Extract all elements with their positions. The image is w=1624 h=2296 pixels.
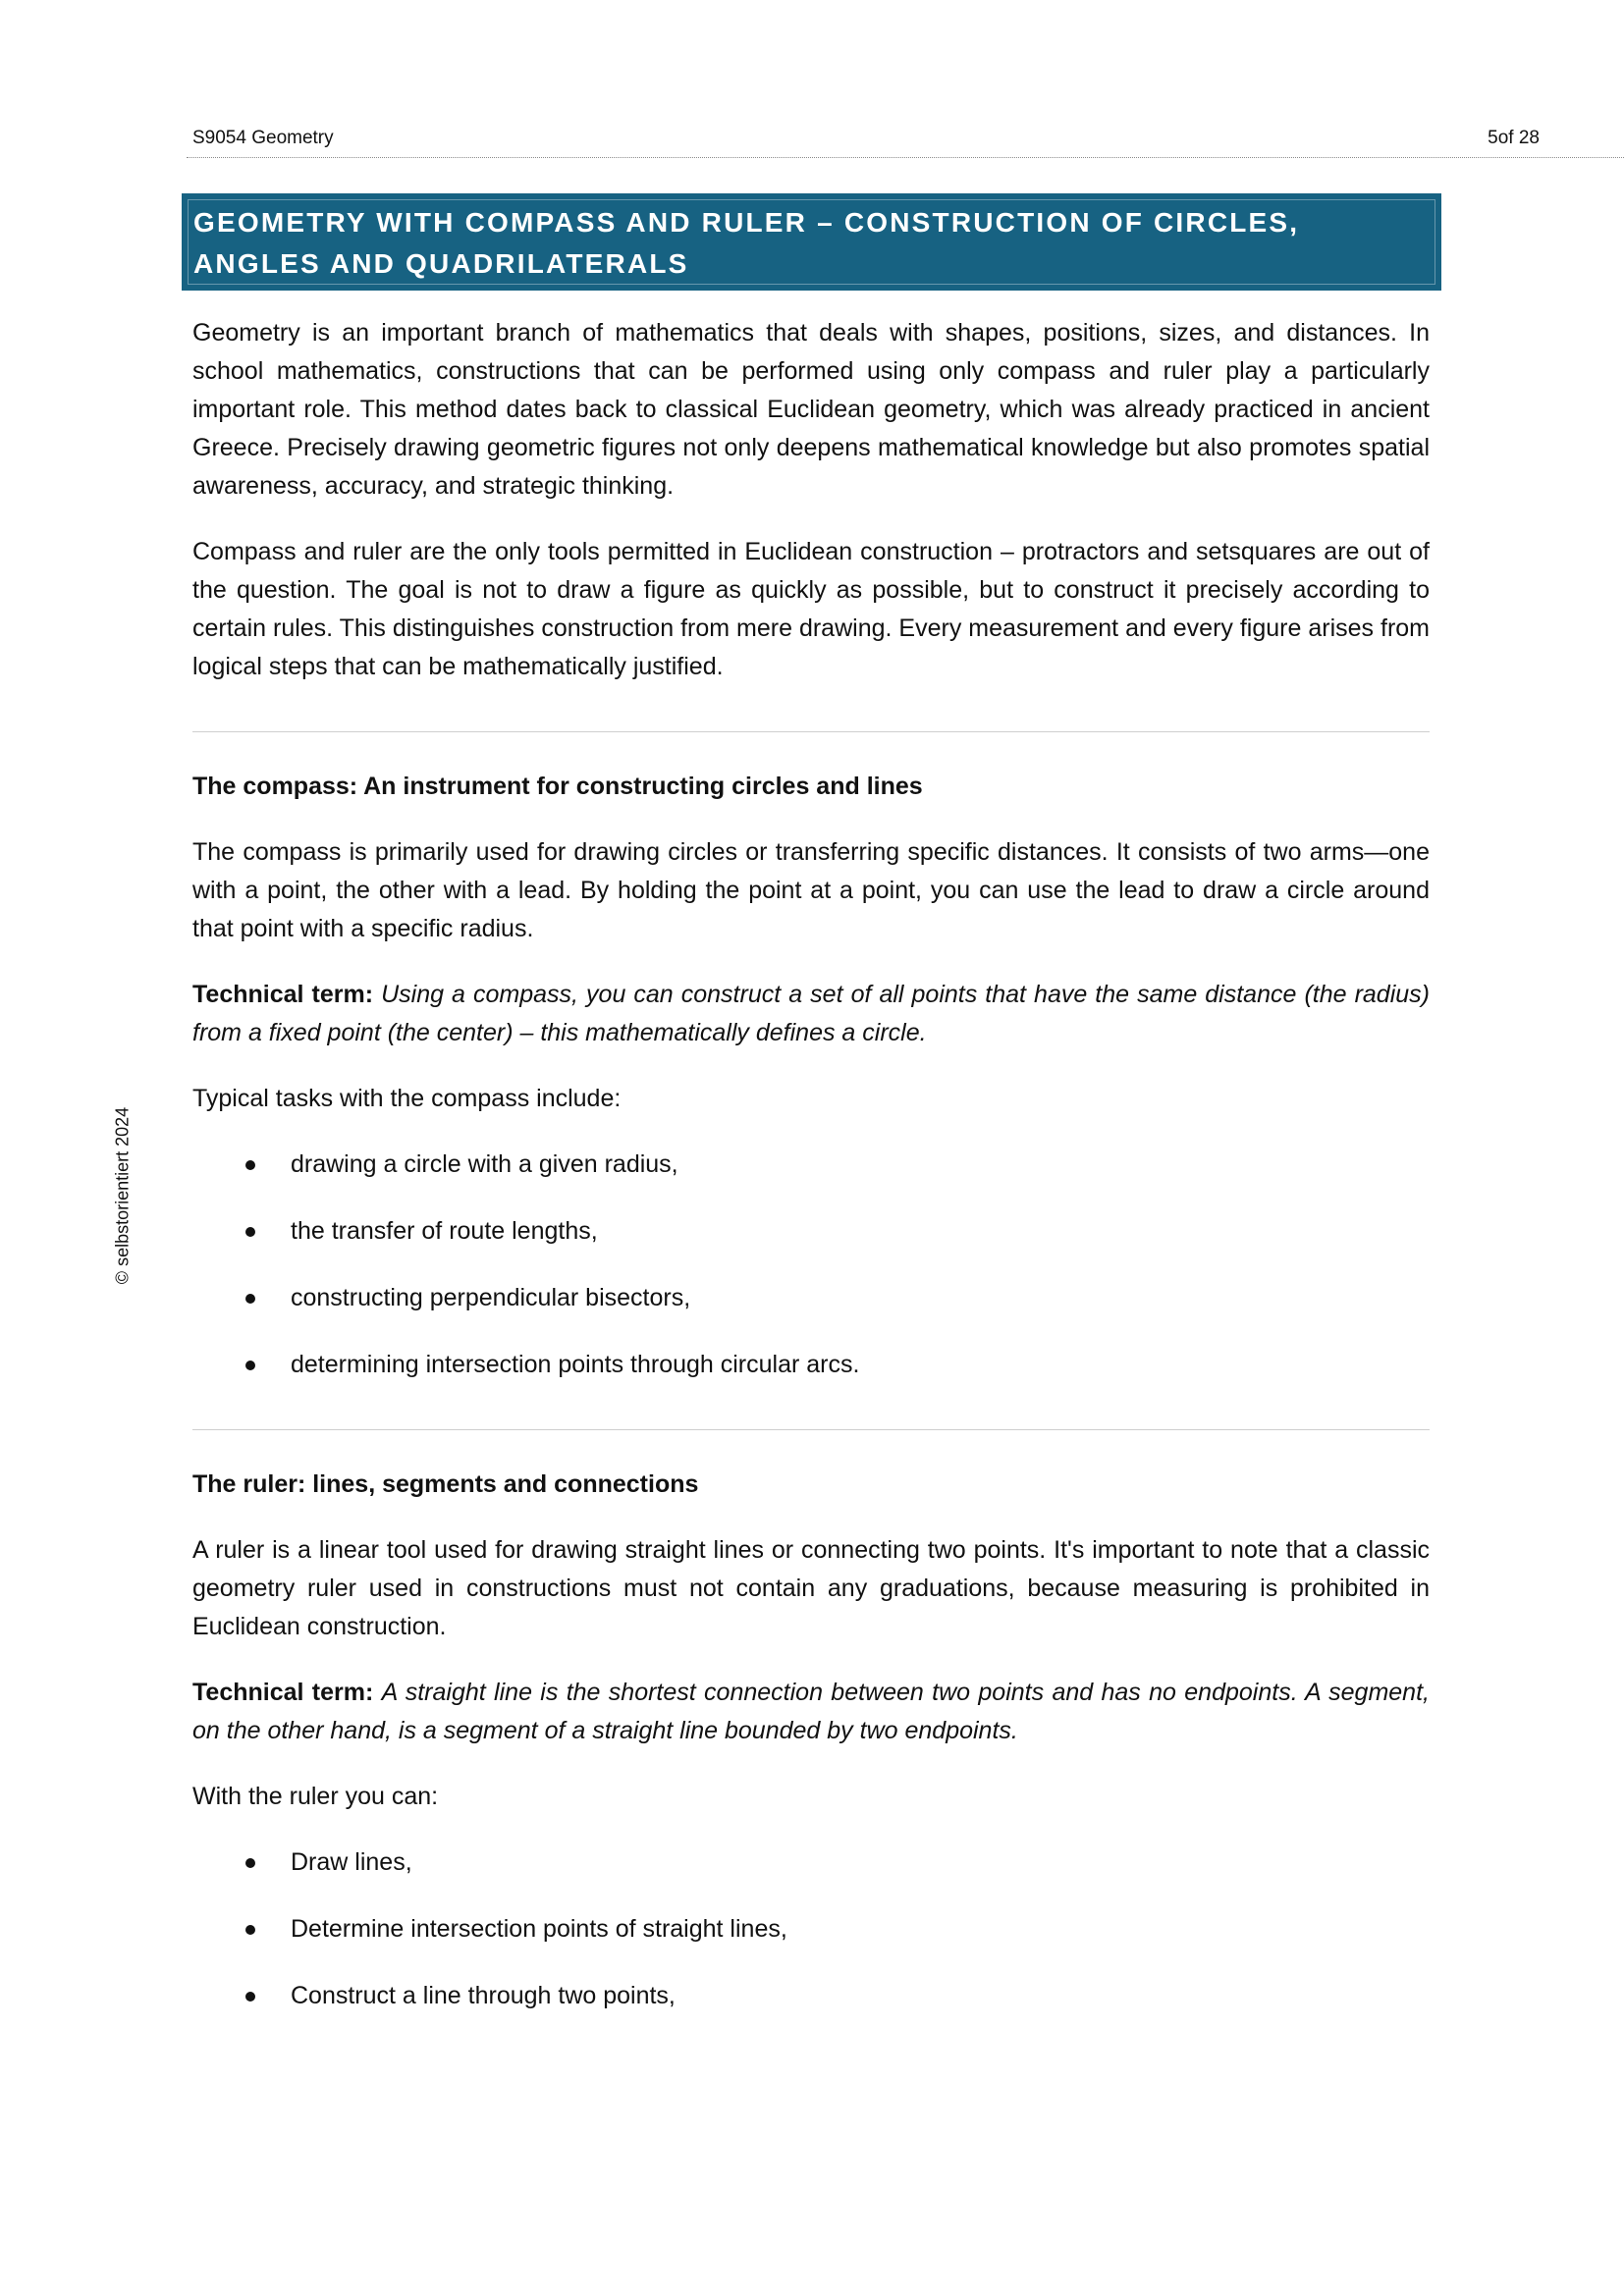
list-item-text: drawing a circle with a given radius,	[291, 1150, 678, 1178]
intro-paragraph-2: Compass and ruler are the only tools permitted in Euclidean construction – protractors and setsquares are out of the question. The goal is not to draw a figure as quickly as possible, but to construct it precisely according to certain rules. This distinguishes construction from mere drawing. Every measurement and every figure arises from logical steps that can be mathematically justified.	[192, 538, 1430, 680]
ruler-technical-term	[192, 1674, 1430, 1750]
document-code: S9054 Geometry	[192, 128, 334, 148]
list-item	[192, 1843, 1430, 1882]
term-definition: A straight line is the shortest connection between two points and has no endpoints. A segment, on the other hand, is a segment of a straight line bounded by two endpoints.	[192, 1679, 1430, 1744]
compass-list-intro: Typical tasks with the compass include:	[192, 1085, 622, 1112]
page-title: GEOMETRY WITH COMPASS AND RULER – CONSTRUCTION OF CIRCLES, ANGLES AND QUADRILATERALS	[193, 207, 1300, 279]
ruler-task-list	[192, 1843, 1430, 2015]
bullet-icon	[245, 1160, 255, 1170]
list-item-text: Construct a line through two points,	[291, 1982, 676, 2009]
compass-section-heading: The compass: An instrument for constructing circles and lines	[192, 773, 923, 800]
page-header	[192, 128, 1540, 149]
list-item	[192, 1212, 1430, 1251]
ruler-section-heading: The ruler: lines, segments and connections	[192, 1470, 699, 1498]
section-divider	[192, 731, 1430, 732]
compass-task-list	[192, 1146, 1430, 1384]
ruler-list-intro: With the ruler you can:	[192, 1783, 439, 1810]
compass-paragraph: The compass is primarily used for drawing circles or transferring specific distances. It consists of two arms—one with a point, the other with a lead. By holding the point at a point, you can use the lead to draw a circle around that point with a specific radius.	[192, 838, 1430, 942]
header-divider	[187, 157, 1624, 158]
list-item	[192, 1146, 1430, 1184]
term-definition: Using a compass, you can construct a set of all points that have the same distance (the radius) from a fixed point (the center) – this mathematically defines a circle.	[192, 981, 1430, 1046]
bullet-icon	[245, 1294, 255, 1304]
list-item-text: Determine intersection points of straight lines,	[291, 1915, 787, 1943]
term-label: Technical term:	[192, 981, 374, 1008]
intro-paragraph-1: Geometry is an important branch of mathematics that deals with shapes, positions, sizes, and distances. In school mathematics, constructions that can be performed using only compass and ruler play a particularly important role. This method dates back to classical Euclidean geometry, which was already practiced in ancient Greece. Precisely drawing geometric figures not only deepens mathematical knowledge but also promotes spatial awareness, accuracy, and strategic thinking.	[192, 319, 1430, 500]
bullet-icon	[245, 1858, 255, 1868]
list-item-text: determining intersection points through circular arcs.	[291, 1351, 860, 1378]
section-divider	[192, 1429, 1430, 1430]
list-item	[192, 1346, 1430, 1384]
term-label: Technical term:	[192, 1679, 374, 1706]
list-item-text: Draw lines,	[291, 1848, 412, 1876]
list-item-text: constructing perpendicular bisectors,	[291, 1284, 691, 1311]
copyright-note: © selbstorientiert 2024	[112, 1106, 133, 1285]
title-banner	[182, 193, 1441, 291]
bullet-icon	[245, 1227, 255, 1237]
page-number: 5of 28	[1488, 128, 1540, 148]
bullet-icon	[245, 1992, 255, 2002]
compass-technical-term	[192, 976, 1430, 1052]
list-item	[192, 1910, 1430, 1949]
list-item	[192, 1977, 1430, 2015]
list-item	[192, 1279, 1430, 1317]
list-item-text: the transfer of route lengths,	[291, 1217, 598, 1245]
bullet-icon	[245, 1361, 255, 1370]
ruler-paragraph: A ruler is a linear tool used for drawing straight lines or connecting two points. It's important to note that a classic geometry ruler used in constructions must not contain any graduations, because measuring is prohibited in Euclidean construction.	[192, 1536, 1430, 1640]
main-content	[192, 314, 1430, 2044]
bullet-icon	[245, 1925, 255, 1935]
